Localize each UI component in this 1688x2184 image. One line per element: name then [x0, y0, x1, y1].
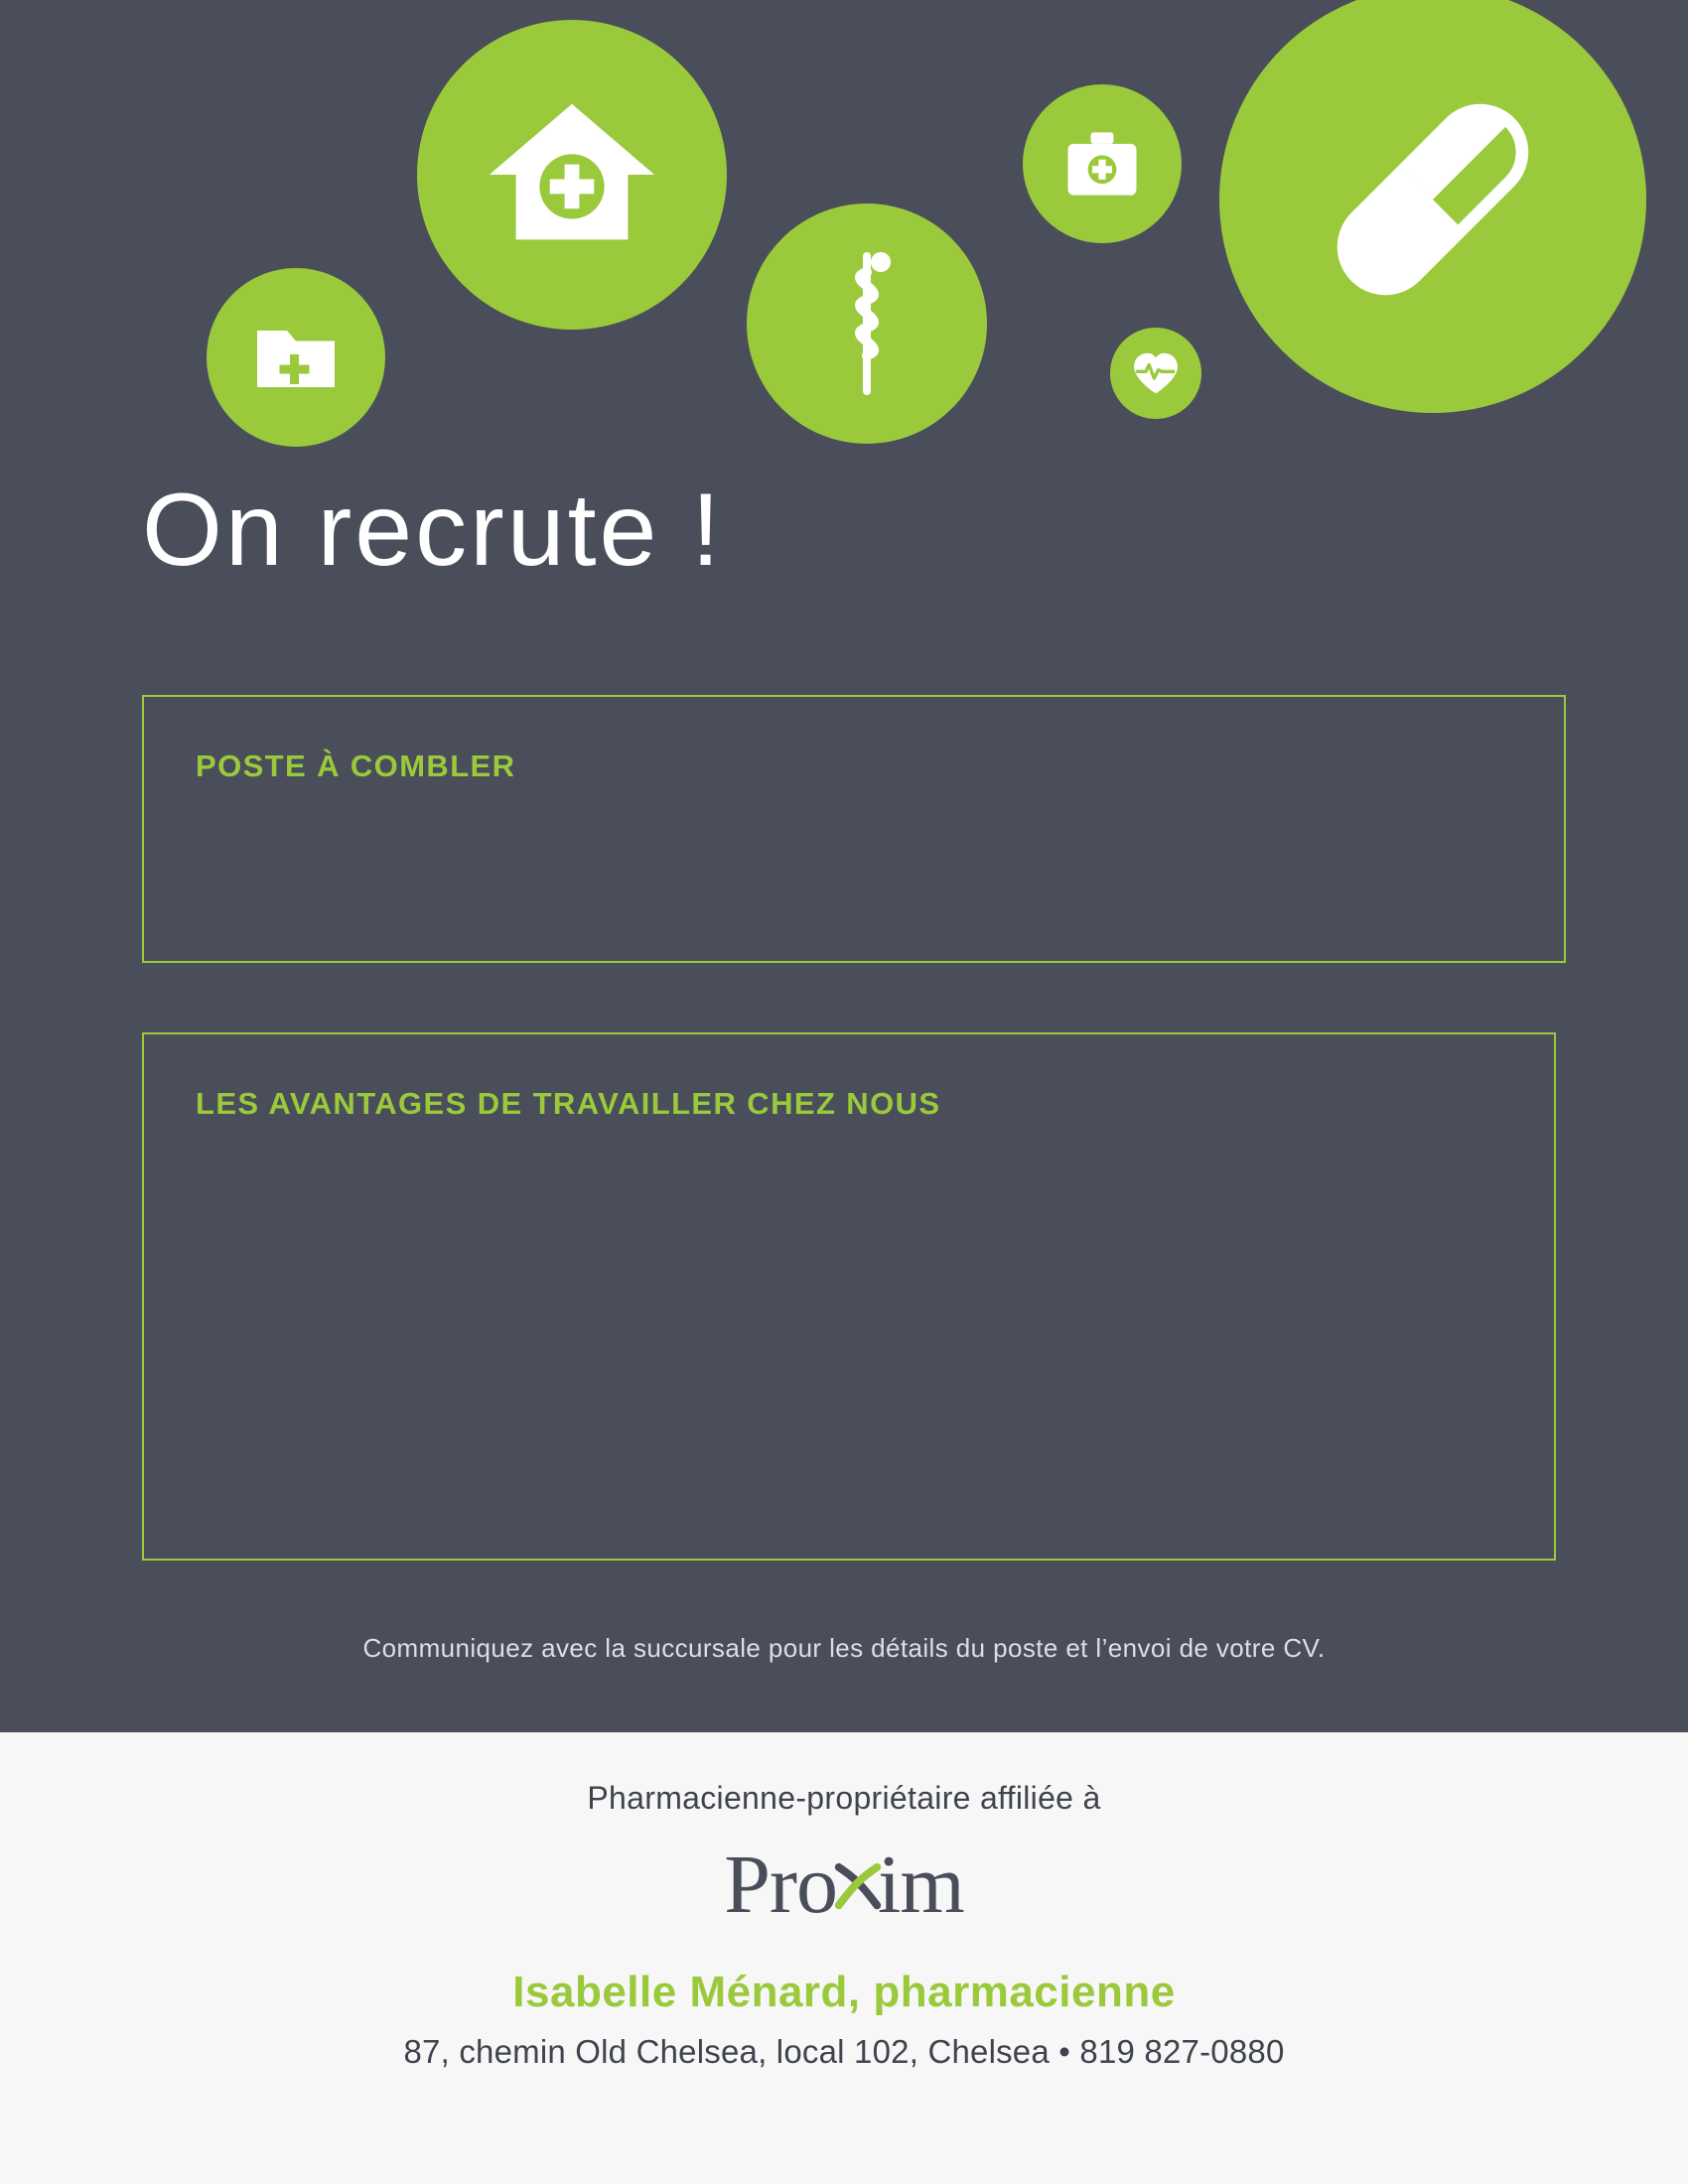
field-avantages-label: LES AVANTAGES DE TRAVAILLER CHEZ NOUS — [196, 1086, 941, 1121]
logo-x-letter — [837, 1839, 878, 1931]
logo-suffix: im — [878, 1839, 964, 1931]
proxim-logo — [0, 1839, 1688, 1931]
field-poste-a-combler[interactable] — [142, 695, 1566, 963]
pill-capsule-icon — [1219, 0, 1646, 413]
first-aid-kit-icon — [1023, 84, 1182, 243]
leaf-x-icon — [830, 1858, 886, 1914]
heart-pulse-icon — [1110, 328, 1201, 419]
logo-prefix: Pro — [724, 1839, 837, 1931]
house-plus-icon — [417, 20, 727, 330]
pharmacy-address: 87, chemin Old Chelsea, local 102, Chelsea • 819 827-0880 — [403, 2033, 1285, 2070]
field-poste-label: POSTE À COMBLER — [196, 749, 516, 783]
affiliation-text: Pharmacienne-propriétaire affiliée à — [587, 1780, 1101, 1816]
contact-note: Communiquez avec la succursale pour les détails du poste et l’envoi de votre CV. — [362, 1633, 1326, 1663]
folder-plus-icon — [207, 268, 385, 447]
field-avantages[interactable] — [142, 1032, 1556, 1561]
caduceus-icon — [747, 204, 987, 444]
footer — [0, 1732, 1688, 2184]
page-title: On recrute ! — [142, 473, 724, 588]
pharmacist-name: Isabelle Ménard, pharmacienne — [512, 1968, 1176, 2016]
